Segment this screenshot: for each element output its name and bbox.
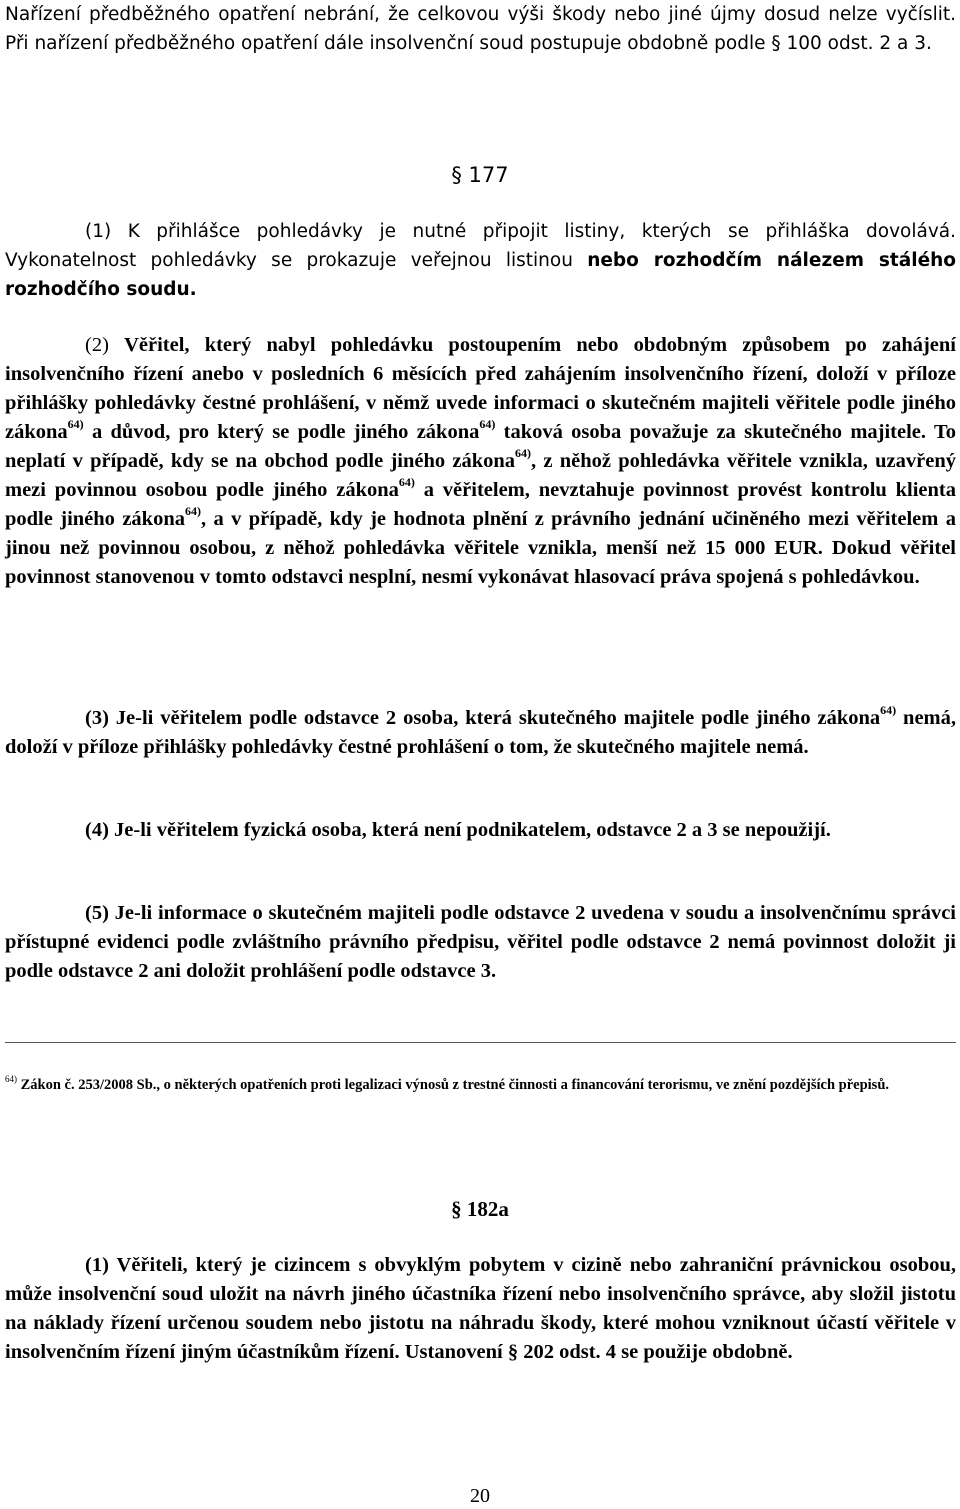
paragraph-intro: Nařízení předběžného opatření nebrání, že celkovou výši škody nebo jiné újmy dosud nelze vyčíslit. Při nařízení předběžného opatření dále insolvenční soud postupuje obdobně podle § 100 odst. 2 a 3.: [5, 4, 956, 54]
paragraph-177-2-number: (2): [85, 334, 125, 356]
paragraph-182a-1: (1) Věřiteli, který je cizincem s obvyklým pobytem v cizině nebo zahraniční právnickou osobou, může insolvenční soud uložit na návrh jiného účastníka řízení nebo insolvenčního správce, aby složil jistotu na náklady řízení určenou soudem nebo jistotu na náhradu škody, které mohou vzniknout účastí věřitele v insolvenčním řízení jiným účastníkům řízení. Ustanovení § 202 odst. 4 se použije obdobně.: [5, 1254, 956, 1363]
footnote-64: [5, 1073, 956, 1097]
footnote-separator: [5, 1042, 956, 1043]
footnote-ref: 64): [880, 703, 897, 717]
paragraph-177-4: (4) Je-li věřitelem fyzická osoba, která není podnikatelem, odstavce 2 a 3 se nepoužijí.: [85, 819, 831, 841]
footnote-ref: 64): [398, 475, 415, 489]
paragraph-177-1-text: (1) K přihlášce pohledávky je nutné připojit listiny, kterých se přihláška dovolává. Vykonatelnost pohledávky se prokazuje veřejnou listinou: [5, 221, 956, 271]
section-heading-182a: § 182a: [451, 1197, 509, 1221]
footnote-ref: 64): [479, 417, 496, 431]
footnote-ref: 64): [67, 417, 84, 431]
paragraph-177-3: (3) Je-li věřitelem podle odstavce 2 osoba, která skutečného majitele podle jiného zákona$^{64)}$ nemá, doloží v příloze přihlášky pohledávky čestné prohlášení o tom, že skutečného majitele nemá.: [5, 703, 956, 758]
footnote-ref: 64): [184, 504, 201, 518]
paragraph-177-1-bold: nebo rozhodčím nálezem stálého rozhodčího soudu.: [5, 250, 956, 300]
page-number: 20: [470, 1485, 490, 1507]
footnote-text: Zákon č. 253/2008 Sb., o některých opatřeních proti legalizaci výnosů z trestné činnosti a financování terorismu, ve znění pozdějších přepisů.: [17, 1077, 890, 1093]
footnote-ref: 64): [515, 446, 532, 460]
paragraph-177-1: [5, 217, 956, 304]
footnote-mark: 64): [5, 1074, 17, 1084]
paragraph-177-5: (5) Je-li informace o skutečném majiteli podle odstavce 2 uvedena v soudu a insolvenčnímu správci přístupné evidenci podle zvláštního právního předpisu, věřitel podle odstavce 2 nemá povinnost doložit ji podle odstavce 2 ani doložit prohlášení podle odstavce 3.: [5, 902, 956, 982]
section-heading-177: § 177: [451, 163, 509, 187]
paragraph-177-2-text: Věřitel, který nabyl pohledávku postoupením nebo obdobným způsobem po zahájení insolvenčního řízení anebo v posledních 6 měsících před zahájením insolvenčního řízení, doloží v příloze přihlášky pohledávky čestné prohlášení, v němž uvede informaci o skutečném majiteli věřitele podle jiného zákona$^{64)}$ a důvod, pro který se podle jiného zákona$^{64)}$ taková osoba považuje za skutečného majitele. To neplatí v případě, kdy se na obchod podle jiného zákona$^{64)}$, z něhož pohledávka věřitele vznikla, uzavřený mezi povinnou osobou podle jiného zákona$^{64)}$ a věřitelem, nevztahuje povinnost provést kontrolu klienta podle jiného zákona$^{64)}$, a v případě, kdy je hodnota plnění z právního jednání učiněného mezi věřitelem a jinou než povinnou osobou, z něhož pohledávka věřitele vznikla, menší než 15 000 EUR. Dokud věřitel povinnost stanovenou v tomto odstavci nesplní, nesmí vykonávat hlasovací práva spojená s pohledávkou.: [5, 334, 956, 588]
paragraph-177-2: [5, 331, 956, 592]
